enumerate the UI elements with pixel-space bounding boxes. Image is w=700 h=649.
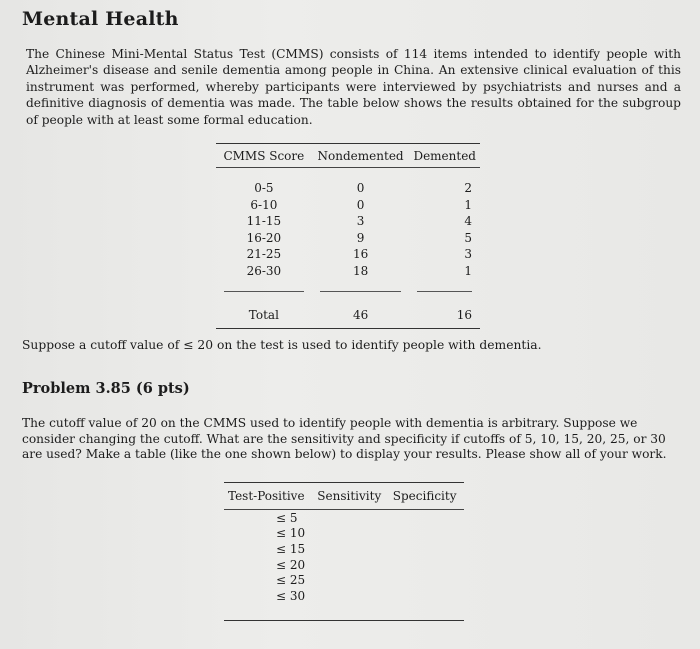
header-test-positive: Test-Positive — [224, 483, 313, 510]
table-header-row — [224, 483, 464, 510]
intro-paragraph: The Chinese Mini-Mental Status Test (CMMS) consists of 114 items intended to identify people with Alzheimer's disease and senile dementia among people in China. An extensive clinical evaluation of this instrument was performed, whereby participants were interviewed by psychiatrists and nurses and a definitive diagnosis of dementia was made. The table below shows the results obtained for the subgroup of people with at least some formal education. — [26, 47, 681, 127]
table-row — [216, 246, 480, 263]
demented-cell: 1 — [464, 197, 472, 212]
problem-text: The cutoff value of 20 on the CMMS used to identify people with dementia is arbitrary. Suppose we consider changing the cutoff. What are the sensitivity and specificity if cutoffs of 5, 10, 15, 20, 25, or 30 are used? Make a table (like the one shown below) to display your results. Please show all of your work. — [22, 416, 667, 461]
total-row — [216, 304, 480, 329]
test-positive-cell: ≤ 15 — [276, 541, 306, 556]
nondemented-cell: 3 — [356, 214, 365, 229]
test-positive-cell: ≤ 20 — [276, 557, 306, 572]
sensitivity-cell — [313, 572, 388, 588]
table-header-row — [216, 144, 480, 168]
header-specificity: Specificity — [389, 483, 464, 510]
sensitivity-cell — [313, 526, 388, 542]
specificity-cell — [389, 541, 464, 557]
total-nondemented: 46 — [352, 308, 369, 322]
nondemented-cell: 0 — [356, 197, 365, 212]
total-demented: 16 — [456, 308, 472, 322]
table-row — [216, 263, 480, 280]
nondemented-cell: 16 — [352, 247, 369, 262]
demented-cell: 3 — [464, 247, 472, 262]
score-cell: 11-15 — [246, 214, 282, 229]
test-positive-cell: ≤ 5 — [276, 510, 298, 525]
table-row — [224, 572, 464, 588]
test-positive-cell: ≤ 25 — [276, 573, 306, 588]
problem-title: Problem 3.85 (6 pts) — [22, 380, 190, 397]
table-row — [216, 197, 480, 214]
score-cell: 0-5 — [254, 181, 274, 196]
header-demented: Demented — [409, 144, 480, 168]
table-bottom-rule — [224, 620, 464, 621]
sensitivity-cell — [313, 588, 388, 604]
sensitivity-cell — [313, 541, 388, 557]
demented-cell: 5 — [464, 230, 472, 245]
test-positive-cell: ≤ 30 — [276, 588, 306, 603]
demented-cell: 2 — [464, 181, 472, 196]
nondemented-cell: 18 — [352, 263, 369, 278]
table-row — [224, 557, 464, 573]
table-row — [224, 588, 464, 604]
demented-cell: 1 — [464, 263, 472, 278]
score-cell: 16-20 — [246, 230, 282, 245]
header-cmms-score: CMMS Score — [216, 144, 312, 168]
total-label: Total — [248, 308, 279, 322]
nondemented-cell: 9 — [356, 230, 365, 245]
nondemented-cell: 0 — [356, 181, 365, 196]
header-nondemented: Nondemented — [312, 144, 410, 168]
sensitivity-specificity-table — [224, 482, 464, 604]
table-row — [224, 510, 464, 526]
table-row — [224, 541, 464, 557]
page-title: Mental Health — [22, 8, 179, 30]
cmms-results-table — [216, 143, 480, 329]
specificity-cell — [389, 557, 464, 573]
specificity-cell — [389, 526, 464, 542]
score-cell: 21-25 — [246, 247, 282, 262]
specificity-cell — [389, 572, 464, 588]
table-row — [216, 180, 480, 197]
table-row — [216, 213, 480, 230]
score-cell: 26-30 — [246, 263, 282, 278]
specificity-cell — [389, 510, 464, 526]
test-positive-cell: ≤ 10 — [276, 526, 306, 541]
score-cell: 6-10 — [250, 197, 278, 212]
cutoff-statement: Suppose a cutoff value of ≤ 20 on the test is used to identify people with dementia. — [22, 338, 542, 352]
sensitivity-cell — [313, 510, 388, 526]
sensitivity-cell — [313, 557, 388, 573]
header-sensitivity: Sensitivity — [313, 483, 388, 510]
table-row — [216, 230, 480, 247]
specificity-cell — [389, 588, 464, 604]
demented-cell: 4 — [464, 214, 472, 229]
table-row — [224, 526, 464, 542]
